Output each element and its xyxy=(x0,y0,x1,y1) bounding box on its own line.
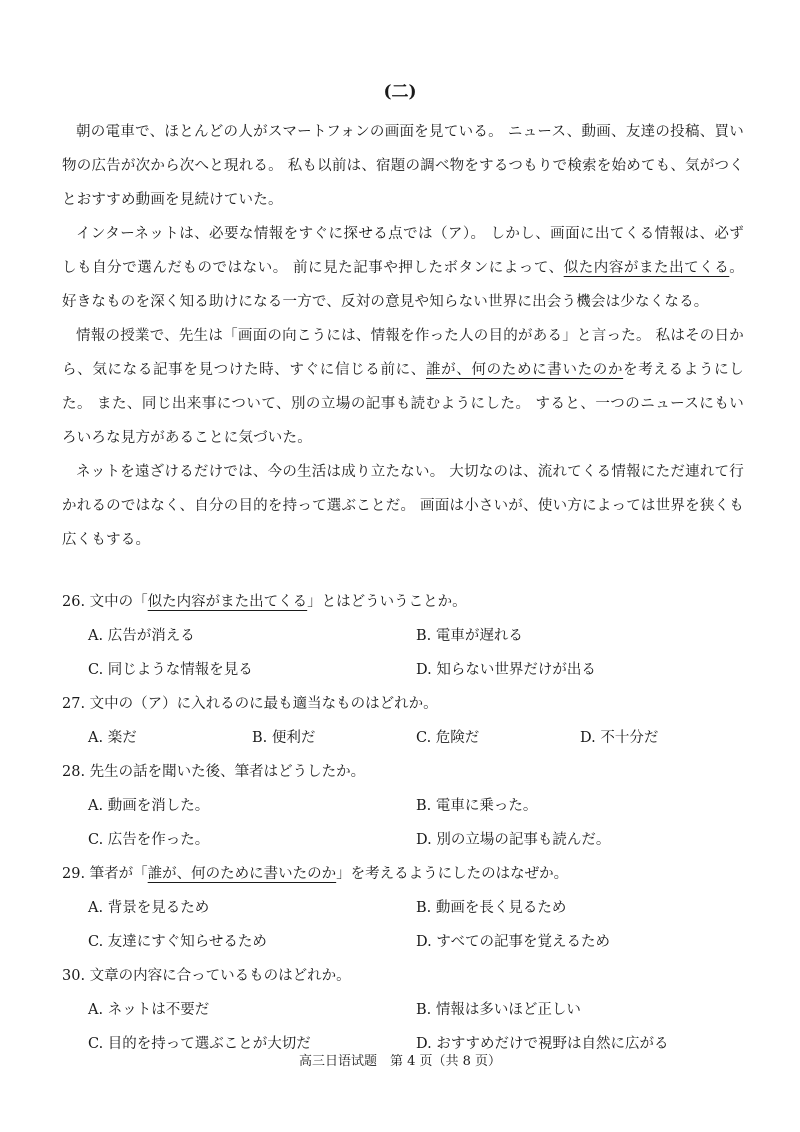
option-30-d[interactable]: D. おすすめだけで視野は自然に広がる xyxy=(416,1036,669,1052)
question-29-text-pre: 29. 筆者が「 xyxy=(62,866,148,882)
underlined-phrase-1: 似た内容がまた出てくる xyxy=(563,260,730,276)
paragraph-4: ネットを遠ざけるだけでは、今の生活は成り立たない。 大切なのは、流れてくる情報にただ連れて行かれるのではなく、自分の目的を持って選ぶことだ。 画面は小さいが、使い方によっては世界を狭くも広くもする。 xyxy=(62,464,744,548)
option-27-d[interactable]: D. 不十分だ xyxy=(580,730,659,746)
option-28-a[interactable]: A. 動画を消した。 xyxy=(88,798,210,814)
paragraph-2-text-b: 。 好きなものを深く知る助けになる一方で、反対の意見や知らない世界に出会う機会は少なくなる。 xyxy=(62,260,744,310)
question-28 xyxy=(62,755,744,857)
paragraph-2 xyxy=(62,217,744,319)
question-27 xyxy=(62,687,744,755)
option-29-c[interactable]: C. 友達にすぐ知らせるため xyxy=(88,934,267,950)
question-29 xyxy=(62,857,744,959)
option-27-a[interactable]: A. 楽だ xyxy=(88,730,137,746)
option-26-b[interactable]: B. 電車が遅れる xyxy=(416,628,523,644)
question-27-options xyxy=(62,721,744,755)
question-28-text: 28. 先生の話を聞いた後、筆者はどうしたか。 xyxy=(62,764,366,780)
paragraph-1: 朝の電車で、ほとんどの人がスマートフォンの画面を見ている。 ニュース、動画、友達の投稿、買い物の広告が次から次へと現れる。 私も以前は、宿題の調べ物をするつもりで検索を始めても、気がつくとおすすめ動画を見続けていた。 xyxy=(62,124,744,208)
page-footer: 高三日语试题 第 4 页（共 8 页） xyxy=(298,1054,502,1069)
option-29-d[interactable]: D. すべての記事を覚えるため xyxy=(416,934,611,950)
option-28-c[interactable]: C. 広告を作った。 xyxy=(88,832,210,848)
question-26-text-pre: 26. 文中の「 xyxy=(62,594,148,610)
question-29-underline: 誰が、何のために書いたのか xyxy=(147,866,337,882)
option-26-a[interactable]: A. 広告が消える xyxy=(88,628,195,644)
option-27-c[interactable]: C. 危険だ xyxy=(416,730,480,746)
question-30 xyxy=(62,959,744,1061)
option-30-b[interactable]: B. 情報は多いほど正しい xyxy=(416,1002,581,1018)
option-27-b[interactable]: B. 便利だ xyxy=(252,730,316,746)
question-26-text xyxy=(62,585,744,619)
option-30-a[interactable]: A. ネットは不要だ xyxy=(88,1002,210,1018)
question-30-options xyxy=(62,993,744,1061)
question-list xyxy=(62,585,744,1061)
option-29-b[interactable]: B. 動画を長く見るため xyxy=(416,900,567,916)
paragraph-3-text-a: 情報の授業で、先生は「画面の向こうには、情報を作った人の目的がある」と言った。 私はその日から、気になる記事を見つけた時、すぐに信じる前に、 xyxy=(62,328,744,378)
paragraph-2-text-a: インターネットは、必要な情報をすぐに探せる点では（ア）。 しかし、画面に出てくる情報は、必ずしも自分で選んだものではない。 前に見た記事や押したボタンによって、 xyxy=(62,226,744,276)
question-26-text-post: 」とはどういうことか。 xyxy=(307,594,467,610)
question-26 xyxy=(62,585,744,687)
section-title: (二) xyxy=(383,82,417,102)
question-27-text: 27. 文中の（ア）に入れるのに最も適当なものはどれか。 xyxy=(62,696,438,712)
option-28-b[interactable]: B. 電車に乗った。 xyxy=(416,798,538,814)
reading-passage xyxy=(62,115,744,557)
question-29-text-post: 」を考えるようにしたのはなぜか。 xyxy=(336,866,569,882)
question-28-options xyxy=(62,789,744,857)
question-29-options xyxy=(62,891,744,959)
question-26-options xyxy=(62,619,744,687)
option-26-c[interactable]: C. 同じような情報を見る xyxy=(88,662,253,678)
paragraph-3 xyxy=(62,319,744,455)
option-28-d[interactable]: D. 別の立場の記事も読んだ。 xyxy=(416,832,611,848)
option-29-a[interactable]: A. 背景を見るため xyxy=(88,900,210,916)
underlined-phrase-2: 誰が、何のために書いたのか xyxy=(425,362,624,378)
option-26-d[interactable]: D. 知らない世界だけが出る xyxy=(416,662,596,678)
question-29-text xyxy=(62,857,744,891)
option-30-c[interactable]: C. 目的を持って選ぶことが大切だ xyxy=(88,1036,311,1052)
question-26-underline: 似た内容がまた出てくる xyxy=(147,594,308,610)
question-30-text: 30. 文章の内容に合っているものはどれか。 xyxy=(62,968,351,984)
paragraph-3-text-b: を考えるようにした。 また、同じ出来事について、別の立場の記事も読むようにした。 すると、一つのニュースにもいろいろな見方があることに気づいた。 xyxy=(62,362,744,446)
